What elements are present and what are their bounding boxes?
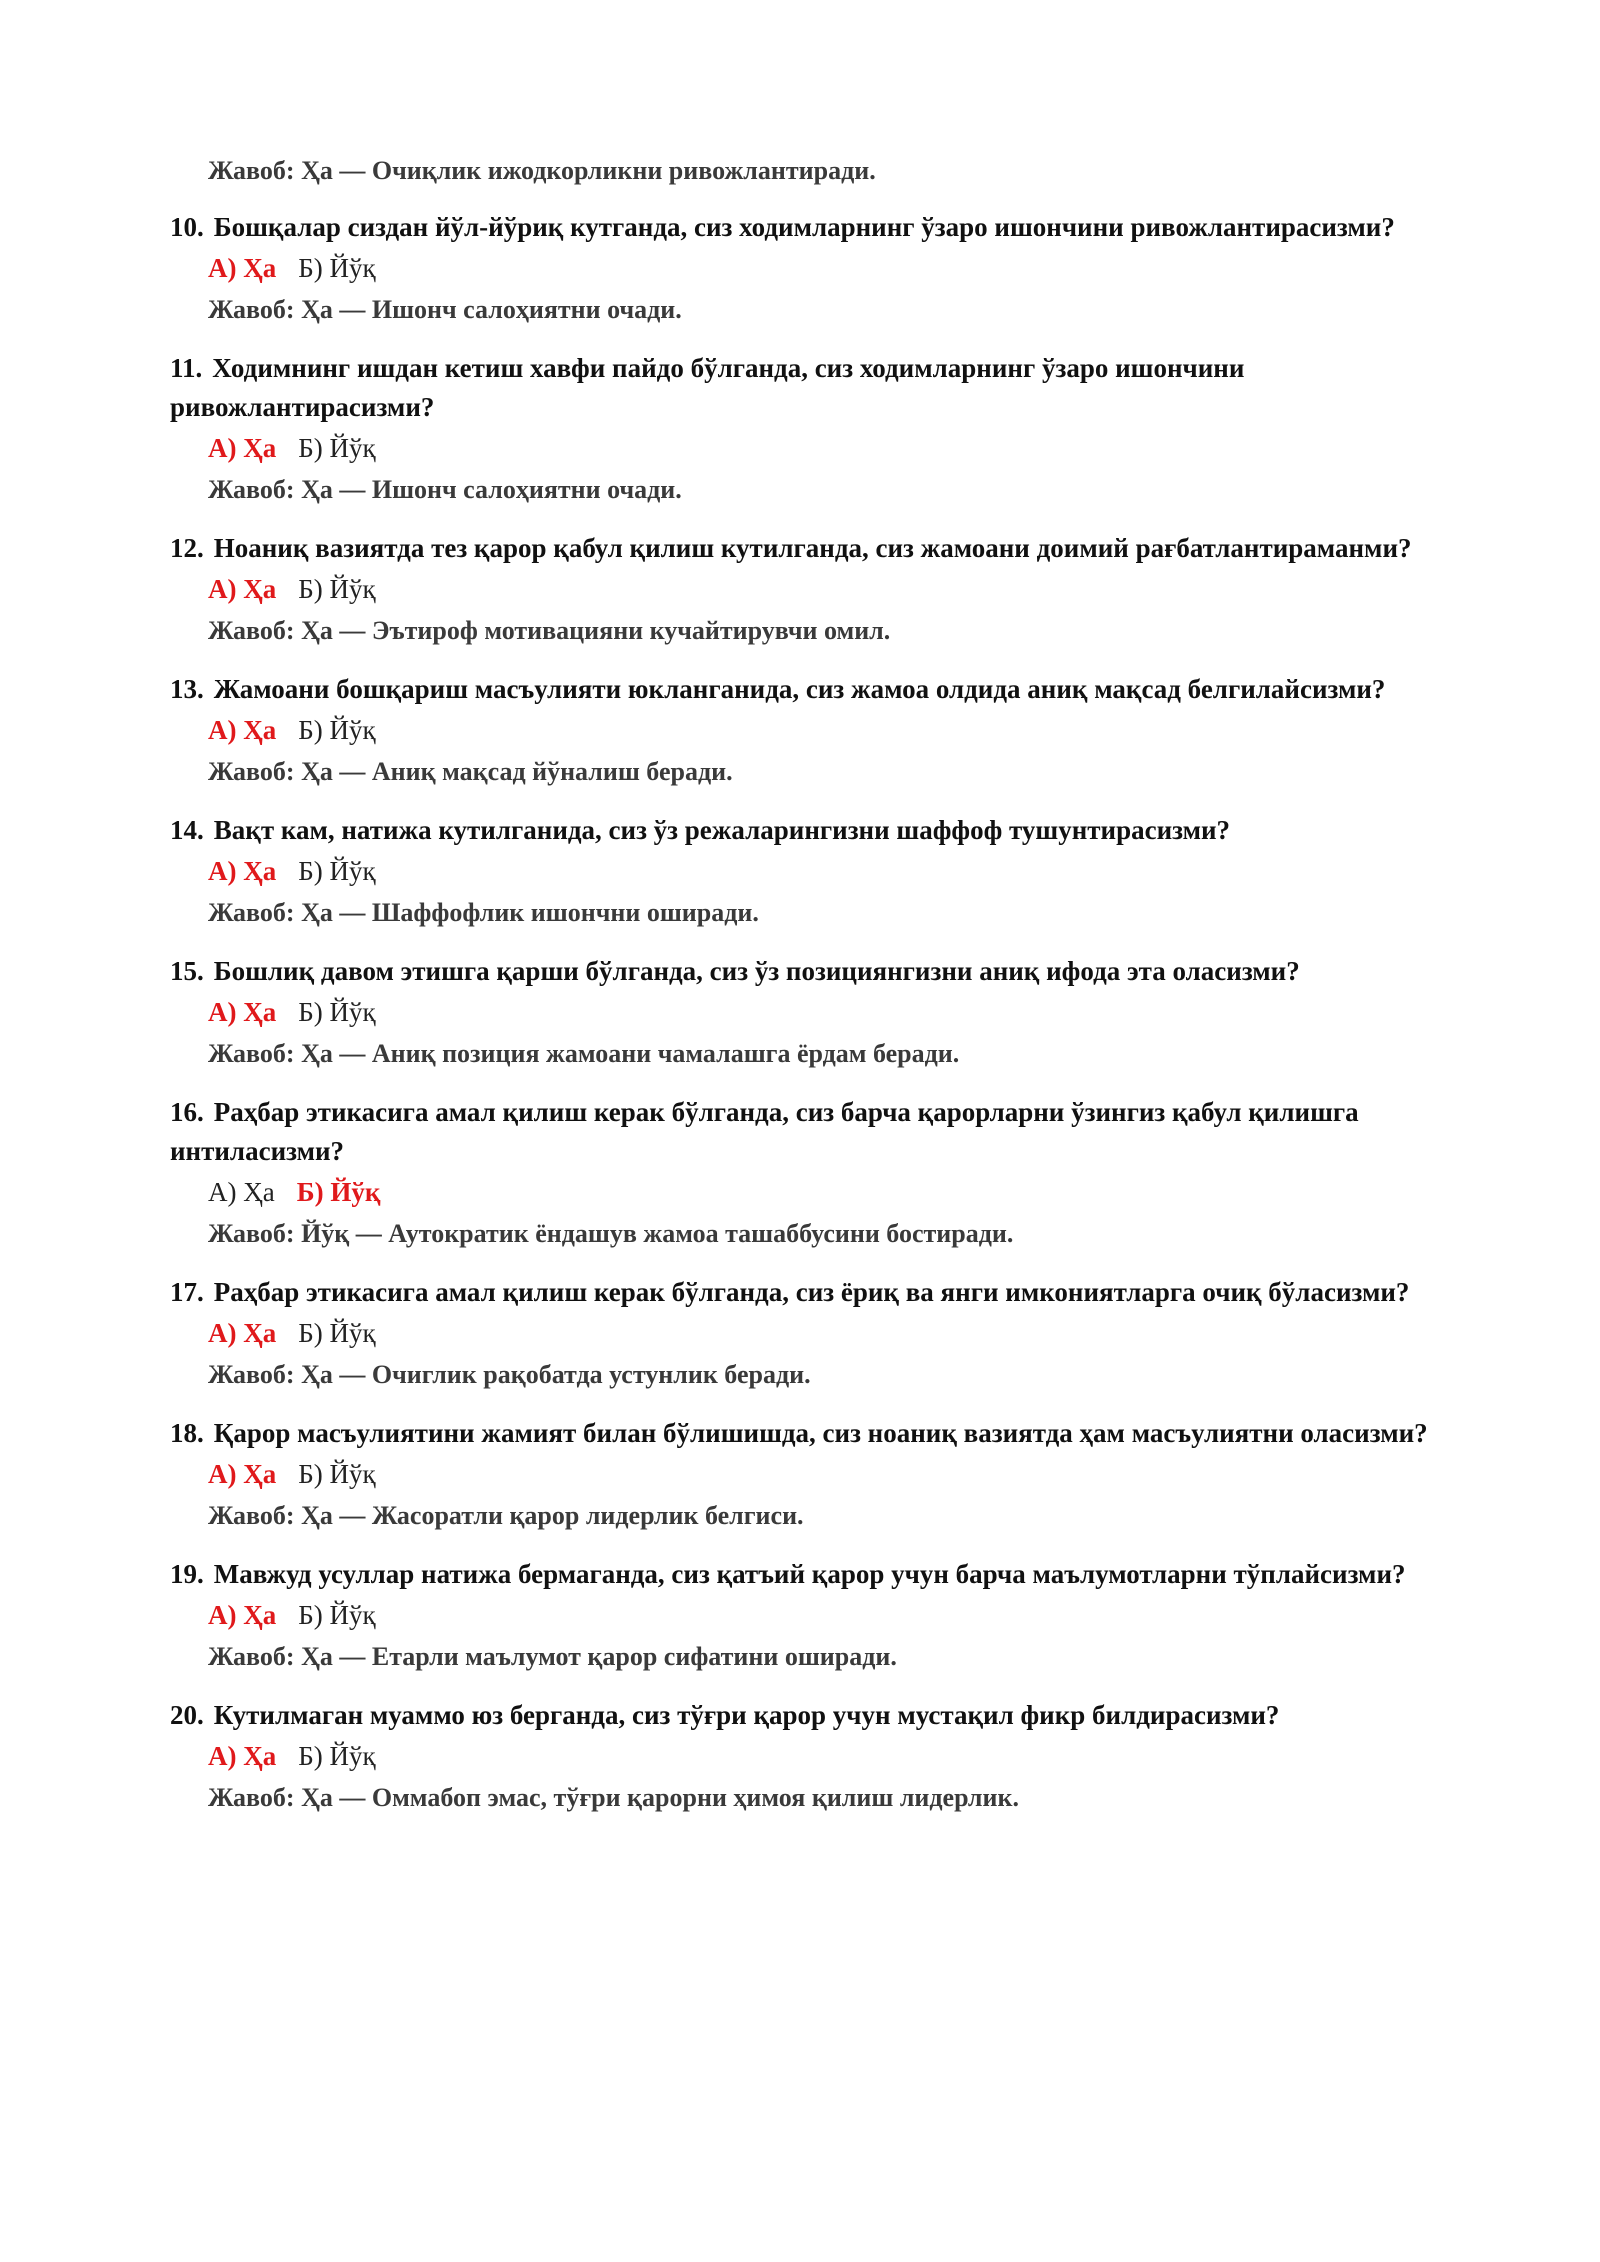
question-text: 17. Раҳбар этикасига амал қилиш керак бўлганда, сиз ёриқ ва янги имкониятларга очиқ бўласизми? <box>170 1277 1410 1307</box>
option-b: Б) Йўқ <box>296 1177 381 1207</box>
question-text: 16. Раҳбар этикасига амал қилиш керак бўлганда, сиз барча қарорларни ўзингиз қабул қилишга интиласизми? <box>170 1097 1359 1166</box>
answer-line: Жавоб: Ҳа — Аниқ позиция жамоани чамалашга ёрдам беради. <box>208 1039 960 1068</box>
question-text: 18. Қарор масъулиятини жамият билан бўлишишда, сиз ноаниқ вазиятда ҳам масъулиятни оласизми? <box>170 1418 1428 1448</box>
options-row <box>208 1171 1450 1213</box>
answer-line: Жавоб: Ҳа — Жасоратли қарор лидерлик белгиси. <box>208 1501 804 1530</box>
question-text: 13. Жамоани бошқариш масъулияти юкланганида, сиз жамоа олдида аниқ мақсад белгилайсизми? <box>170 674 1386 704</box>
option-b: Б) Йўқ <box>298 433 376 463</box>
options-row <box>208 1312 1450 1354</box>
question-number: 19. <box>170 1559 204 1589</box>
question-number: 10. <box>170 212 204 242</box>
question-number: 17. <box>170 1277 204 1307</box>
answer-line: Жавоб: Ҳа — Ишонч салоҳиятни очади. <box>208 295 682 324</box>
option-a: А) Ҳа <box>208 715 277 745</box>
question-text: 12. Ноаниқ вазиятда тез қарор қабул қилиш кутилганда, сиз жамоани доимий рағбатлантираманми? <box>170 533 1412 563</box>
option-b: Б) Йўқ <box>298 574 376 604</box>
question-number: 18. <box>170 1418 204 1448</box>
options-row <box>208 991 1450 1033</box>
option-b: Б) Йўқ <box>298 1741 376 1771</box>
answer-line: Жавоб: Ҳа — Ишонч салоҳиятни очади. <box>208 475 682 504</box>
option-a: А) Ҳа <box>208 1318 277 1348</box>
answer-line: Жавоб: Ҳа — Етарли маълумот қарор сифатини оширади. <box>208 1642 897 1671</box>
option-b: Б) Йўқ <box>298 715 376 745</box>
option-a: А) Ҳа <box>208 1741 277 1771</box>
option-a: А) Ҳа <box>208 574 277 604</box>
options-row <box>208 1735 1450 1777</box>
question-number: 13. <box>170 674 204 704</box>
option-a: А) Ҳа <box>208 433 277 463</box>
option-a: А) Ҳа <box>208 1459 277 1489</box>
answer-line: Жавоб: Ҳа — Аниқ мақсад йўналиш беради. <box>208 757 733 786</box>
option-b: Б) Йўқ <box>298 1600 376 1630</box>
options-row <box>208 709 1450 751</box>
option-b: Б) Йўқ <box>298 1459 376 1489</box>
question-text: 19. Мавжуд усуллар натижа бермаганда, сиз қатъий қарор учун барча маълумотларни тўплайсизми? <box>170 1559 1406 1589</box>
question-number: 20. <box>170 1700 204 1730</box>
question-block <box>170 1696 1450 1819</box>
question-block <box>170 1093 1450 1255</box>
answer-line: Жавоб: Ҳа — Шаффофлик ишончни оширади. <box>208 898 759 927</box>
answer-line: Жавоб: Ҳа — Оммабоп эмас, тўғри қарорни ҳимоя қилиш лидерлик. <box>208 1783 1019 1812</box>
option-a: А) Ҳа <box>208 253 277 283</box>
question-block <box>170 208 1450 331</box>
option-a: А) Ҳа <box>208 856 277 886</box>
question-block <box>170 349 1450 511</box>
question-number: 15. <box>170 956 204 986</box>
question-number: 11. <box>170 353 203 383</box>
question-text: 11. Ходимнинг ишдан кетиш хавфи пайдо бўлганда, сиз ходимларнинг ўзаро ишончини ривожлантирасизми? <box>170 353 1245 422</box>
option-b: Б) Йўқ <box>298 997 376 1027</box>
answer-line: Жавоб: Йўқ — Аутократик ёндашув жамоа ташаббусини бостиради. <box>208 1219 1014 1248</box>
answer-line: Жавоб: Ҳа — Очиқлик ижодкорликни ривожлантиради. <box>208 156 876 185</box>
question-text: 10. Бошқалар сиздан йўл-йўриқ кутганда, сиз ходимларнинг ўзаро ишончини ривожлантирасизми? <box>170 212 1395 242</box>
question-block <box>170 1273 1450 1396</box>
question-number: 12. <box>170 533 204 563</box>
option-a: А) Ҳа <box>208 997 277 1027</box>
option-b: Б) Йўқ <box>298 1318 376 1348</box>
question-number: 16. <box>170 1097 204 1127</box>
option-a: А) Ҳа <box>208 1177 275 1207</box>
option-b: Б) Йўқ <box>298 856 376 886</box>
question-block <box>170 670 1450 793</box>
options-row <box>208 1594 1450 1636</box>
question-block <box>170 1414 1450 1537</box>
options-row <box>208 850 1450 892</box>
option-b: Б) Йўқ <box>298 253 376 283</box>
answer-line: Жавоб: Ҳа — Эътироф мотивацияни кучайтирувчи омил. <box>208 616 891 645</box>
question-block <box>170 952 1450 1075</box>
options-row <box>208 568 1450 610</box>
question-text: 20. Кутилмаган муаммо юз берганда, сиз тўғри қарор учун мустақил фикр билдирасизми? <box>170 1700 1280 1730</box>
question-number: 14. <box>170 815 204 845</box>
question-text: 15. Бошлиқ давом этишга қарши бўлганда, сиз ўз позициянгизни аниқ ифода эта оласизми? <box>170 956 1300 986</box>
question-text: 14. Вақт кам, натижа кутилганида, сиз ўз режаларингизни шаффоф тушунтирасизми? <box>170 815 1231 845</box>
question-block <box>170 811 1450 934</box>
options-row <box>208 427 1450 469</box>
answer-line: Жавоб: Ҳа — Очиглик рақобатда устунлик беради. <box>208 1360 811 1389</box>
question-block <box>170 1555 1450 1678</box>
options-row <box>208 247 1450 289</box>
question-block <box>170 529 1450 652</box>
option-a: А) Ҳа <box>208 1600 277 1630</box>
options-row <box>208 1453 1450 1495</box>
